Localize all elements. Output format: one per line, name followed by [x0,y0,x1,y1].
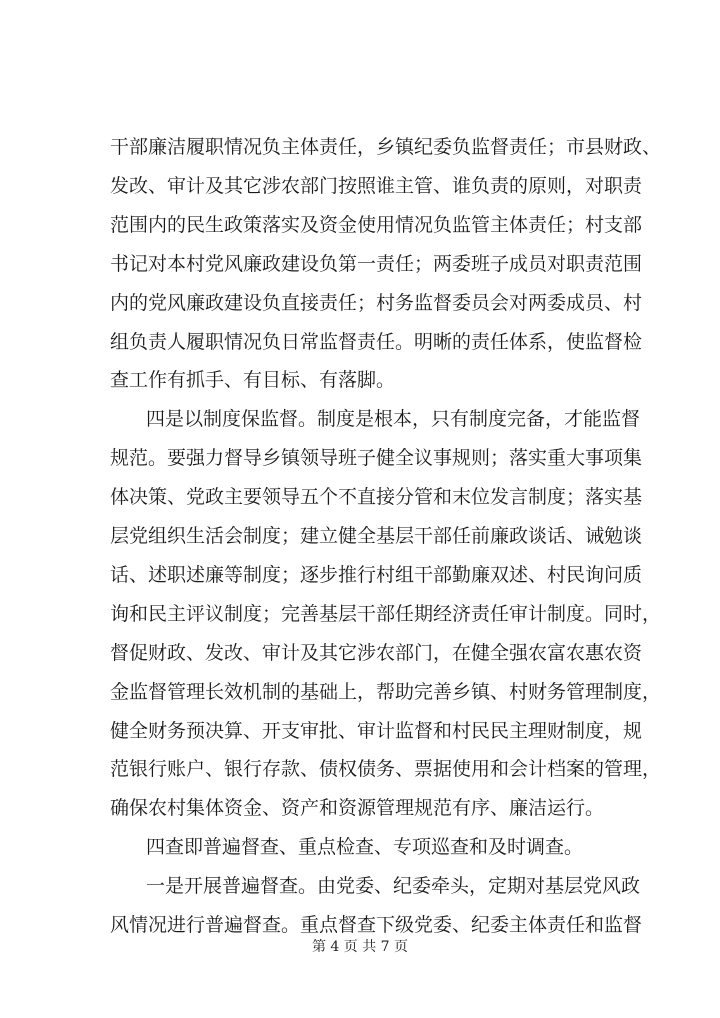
text-line: 范围内的民生政策落实及资金使用情况负监管主体责任；村支部 [110,213,643,236]
text-line: 四查即普遍督查、重点检查、专项巡查和及时调查。 [146,836,584,859]
text-line: 内的党风廉政建设负直接责任；村务监督委员会对两委成员、村 [110,291,643,314]
text-line: 健全财务预决算、开支审批、审计监督和村民民主理财制度，规 [110,719,643,742]
text-line: 体决策、党政主要领导五个不直接分管和末位发言制度；落实基 [110,486,643,509]
text-line: 干部廉洁履职情况负主体责任，乡镇纪委负监督责任；市县财政、 [110,136,662,158]
text-line: 组负责人履职情况负日常监督责任。明晰的责任体系，使监督检 [110,330,643,353]
text-line: 发改、审计及其它涉农部门按照谁主管、谁负责的原则，对职责 [110,174,643,197]
text-line: 四是以制度保监督。制度是根本，只有制度完备，才能监督 [146,408,641,431]
page-footer: 第 4 页 共 7 页 [311,939,409,955]
text-line: 话、述职述廉等制度；逐步推行村组干部勤廉双述、村民询问质 [110,563,643,586]
text-line: 确保农村集体资金、资产和资源管理规范有序、廉洁运行。 [110,797,605,820]
text-line: 规范。要强力督导乡镇领导班子健全议事规则；落实重大事项集 [110,447,643,470]
text-line: 督促财政、发改、审计及其它涉农部门，在健全强农富农惠农资 [110,641,643,664]
text-line: 层党组织生活会制度；建立健全基层干部任前廉政谈话、诫勉谈 [110,525,643,547]
text-line: 范银行账户、银行存款、债权债务、票据使用和会计档案的管理， [110,758,662,781]
text-line: 风情况进行普遍督查。重点督查下级党委、纪委主体责任和监督 [110,914,643,936]
text-line: 查工作有抓手、有目标、有落脚。 [110,369,396,392]
text-line: 询和民主评议制度；完善基层干部任期经济责任审计制度。同时， [110,602,662,625]
text-line: 书记对本村党风廉政建设负第一责任；两委班子成员对职责范围 [110,252,643,275]
text-line: 一是开展普遍督查。由党委、纪委牵头，定期对基层党风政 [146,875,641,898]
text-line: 金监督管理长效机制的基础上，帮助完善乡镇、村财务管理制度， [110,680,662,703]
